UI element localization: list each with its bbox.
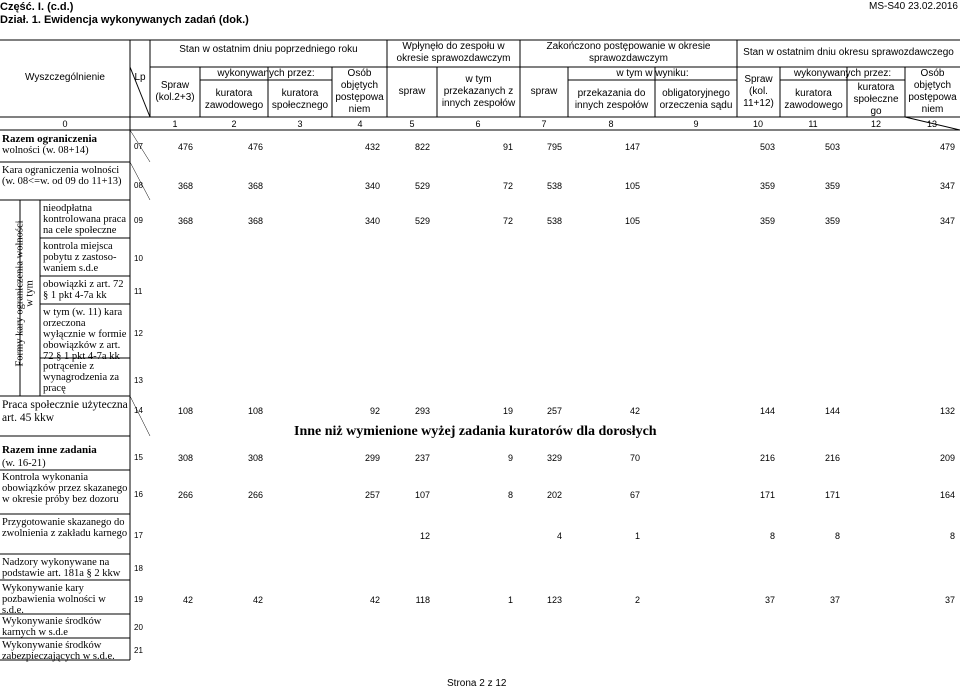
row-lp: 17: [134, 531, 143, 540]
row-lp: 20: [134, 623, 143, 632]
table-cell: 105: [624, 181, 640, 191]
column-number: 10: [752, 119, 763, 129]
table-cell: 432: [364, 142, 380, 152]
column-number: 8: [608, 119, 614, 129]
table-cell: 42: [252, 595, 263, 605]
table-cell: 538: [546, 181, 562, 191]
column-number: 11: [808, 119, 818, 129]
col-zakonczono: Zakończono postępowanie w okresie sprawozdawczym: [546, 41, 711, 64]
column-number: 7: [541, 119, 547, 129]
table-cell: 164: [939, 490, 955, 500]
form-id: MS-S40 23.02.2016: [869, 1, 958, 12]
table-cell: 503: [824, 142, 840, 152]
column-number: 12: [870, 119, 881, 129]
row-label-21: Wykonywanie środków zabezpieczających w s.d.e.: [2, 640, 115, 662]
col-obligatoryjnego: obligatoryjnego orzeczenia sądu: [659, 88, 733, 111]
formy-label: Formy kary ograniczenia wolności: [14, 220, 26, 367]
row-label-10: kontrola miejsca pobytu z zastoso-waniem s.d.e: [43, 241, 117, 274]
table-cell: 257: [364, 490, 380, 500]
row-label-17: Przygotowanie skazanego do zwolnienia z zakładu karnego: [2, 517, 128, 539]
row-label-15-a: Razem inne zadania: [2, 444, 97, 456]
table-cell: 147: [624, 142, 640, 152]
row-label-16: Kontrola wykonania obowiązków przez skazanego w okresie próby bez dozoru: [2, 472, 128, 505]
table-cell: 266: [247, 490, 263, 500]
part-title: Część. I. (c.d.): [0, 1, 74, 13]
table-cell: 216: [824, 453, 840, 463]
w-tym-label: w tym: [24, 280, 36, 307]
table-cell: 8: [834, 531, 840, 541]
row-label-14: Praca społecznie użyteczna art. 45 kkw: [2, 399, 128, 424]
table-cell: 108: [247, 406, 263, 416]
table-cell: 171: [824, 490, 840, 500]
row-lp: 18: [134, 564, 143, 573]
col-kuratora-spol: kuratora społecznego: [271, 88, 329, 111]
row-lp: 11: [134, 287, 143, 296]
col-w-tym-przek: w tym przekazanych z innych zespołów: [441, 74, 516, 109]
column-number: 6: [475, 119, 481, 129]
row-label-11: obowiązki z art. 72 § 1 pkt 4-7a kk: [43, 279, 124, 301]
row-lp: 21: [134, 646, 143, 655]
col-spraw: spraw: [398, 86, 426, 97]
row-label-09: nieodpłatna kontrolowana praca na cele społeczne: [43, 203, 127, 236]
table-cell: 72: [502, 181, 513, 191]
table-cell: 42: [629, 406, 640, 416]
table-cell: 347: [939, 216, 955, 226]
row-label-19: Wykonywanie kary pozbawienia wolności w s.d.e.: [2, 583, 106, 616]
table-cell: 92: [369, 406, 380, 416]
table-cell: 368: [177, 216, 193, 226]
col-w-tym-w-wyniku: w tym w wyniku:: [616, 68, 689, 79]
table-cell: 209: [939, 453, 955, 463]
table-cell: 822: [414, 142, 430, 152]
row-lp: 14: [134, 406, 143, 415]
col-spraw2: spraw: [530, 86, 558, 97]
table-cell: 368: [177, 181, 193, 191]
table-cell: 8: [949, 531, 955, 541]
row-lp: 10: [134, 254, 143, 263]
page-number: Strona 2 z 12: [447, 678, 507, 689]
table-cell: 37: [829, 595, 840, 605]
section-inne-zadania-title: Inne niż wymienione wyżej zadania kuratorów dla dorosłych: [294, 424, 657, 439]
row-label-15-b: (w. 16-21): [2, 458, 46, 469]
table-cell: 538: [546, 216, 562, 226]
table-cell: 42: [182, 595, 193, 605]
table-cell: 108: [177, 406, 193, 416]
column-number: 2: [231, 119, 237, 129]
table-cell: 67: [629, 490, 640, 500]
table-cell: 107: [414, 490, 430, 500]
col-group-prev: Stan w ostatnim dniu poprzedniego roku: [179, 44, 358, 55]
column-number: 3: [297, 119, 303, 129]
table-cell: 237: [414, 453, 430, 463]
table-cell: 293: [414, 406, 430, 416]
column-number: 4: [357, 119, 363, 129]
row-label-18: Nadzory wykonywane na podstawie art. 181a § 2 kkw: [2, 557, 121, 579]
col-osob2: Osób objętych postępowa niem: [908, 68, 957, 115]
col-osob: Osób objętych postępowa niem: [335, 68, 384, 115]
table-cell: 37: [764, 595, 775, 605]
table-cell: 9: [507, 453, 513, 463]
table-cell: 123: [546, 595, 562, 605]
table-cell: 795: [546, 142, 562, 152]
table-cell: 368: [247, 181, 263, 191]
table-cell: 368: [247, 216, 263, 226]
col-lp: Lp: [134, 72, 146, 83]
table-cell: 299: [364, 453, 380, 463]
table-cell: 171: [759, 490, 775, 500]
table-cell: 340: [364, 216, 380, 226]
table-cell: 42: [369, 595, 380, 605]
table-cell: 132: [939, 406, 955, 416]
table-cell: 503: [759, 142, 775, 152]
col-wykonywanych: wykonywanych przez:: [217, 68, 315, 79]
table-cell: 118: [415, 595, 430, 605]
column-number: 9: [693, 119, 699, 129]
section-title: Dział. 1. Ewidencja wykonywanych zadań (dok.): [0, 14, 249, 26]
table-cell: 12: [419, 531, 430, 541]
row-label-12: w tym (w. 11) kara orzeczona wyłącznie w formie obowiązków z art. 72 § 1 pkt 4-7a kk: [43, 307, 127, 362]
table-cell: 37: [944, 595, 955, 605]
col-wykonywanych2: wykonywanych przez:: [793, 68, 892, 79]
table-cell: 529: [414, 181, 430, 191]
table-cell: 359: [759, 216, 775, 226]
row-lp: 13: [134, 376, 143, 385]
col-przekazania: przekazania do innych zespołów: [574, 88, 649, 111]
table-cell: 216: [759, 453, 775, 463]
table-cell: 359: [824, 216, 840, 226]
table-cell: 329: [546, 453, 562, 463]
col-kuratora-spol2: kuratora społeczne go: [853, 82, 899, 117]
table-cell: 476: [177, 142, 193, 152]
table-cell: 257: [546, 406, 562, 416]
table-cell: 266: [177, 490, 193, 500]
row-lp: 07: [134, 142, 143, 151]
table-cell: 4: [556, 531, 562, 541]
row-lp: 12: [134, 329, 143, 338]
table-cell: 476: [247, 142, 263, 152]
table-cell: 347: [939, 181, 955, 191]
table-cell: 144: [759, 406, 775, 416]
table-cell: 91: [502, 142, 513, 152]
table-cell: 308: [177, 453, 193, 463]
table-cell: 359: [824, 181, 840, 191]
col-spraw-kol2: Spraw (kol. 11+12): [743, 74, 774, 109]
column-number: 13: [926, 119, 937, 129]
row-lp: 08: [134, 181, 143, 190]
table-cell: 202: [546, 490, 562, 500]
table-cell: 308: [247, 453, 263, 463]
column-number: 5: [409, 119, 415, 129]
row-lp: 16: [134, 490, 143, 499]
col-stan-ostatni: Stan w ostatnim dniu okresu sprawozdawczego: [743, 47, 954, 58]
row-label-13: potrącenie z wynagrodzenia za pracę: [43, 361, 120, 394]
row-lp: 15: [134, 453, 143, 462]
table-cell: 70: [629, 453, 640, 463]
table-cell: 479: [939, 142, 955, 152]
row-label-20: Wykonywanie środków karnych w s.d.e: [2, 616, 102, 638]
table-cell: 1: [634, 531, 640, 541]
table-cell: 1: [507, 595, 513, 605]
row-lp: 19: [134, 595, 143, 604]
row-label-08: Kara ograniczenia wolności (w. 08<=w. od 09 do 11+13): [2, 165, 122, 187]
row-lp: 09: [134, 216, 143, 225]
table-cell: 72: [502, 216, 513, 226]
col-kuratora-zaw2: kuratora zawodowego: [784, 88, 843, 111]
table-cell: 8: [507, 490, 513, 500]
col-spraw-kol: Spraw (kol.2+3): [155, 80, 195, 103]
col-wyszczegolnienie: Wyszczególnienie: [25, 72, 105, 83]
row-label-07-b: wolności (w. 08+14): [2, 145, 89, 156]
table-cell: 529: [414, 216, 430, 226]
row-label-07-a: Razem ograniczenia: [2, 133, 97, 145]
table-cell: 105: [624, 216, 640, 226]
column-number: 1: [172, 119, 178, 129]
table-cell: 19: [502, 406, 513, 416]
table-cell: 8: [769, 531, 775, 541]
col-wplynelo: Wpłynęło do zespołu w okresie sprawozdawczym: [396, 41, 511, 64]
table-cell: 144: [824, 406, 840, 416]
column-number: 0: [62, 119, 68, 129]
table-cell: 340: [364, 181, 380, 191]
table-cell: 2: [634, 595, 640, 605]
table-cell: 359: [759, 181, 775, 191]
col-kuratora-zaw: kuratora zawodowego: [204, 88, 264, 111]
